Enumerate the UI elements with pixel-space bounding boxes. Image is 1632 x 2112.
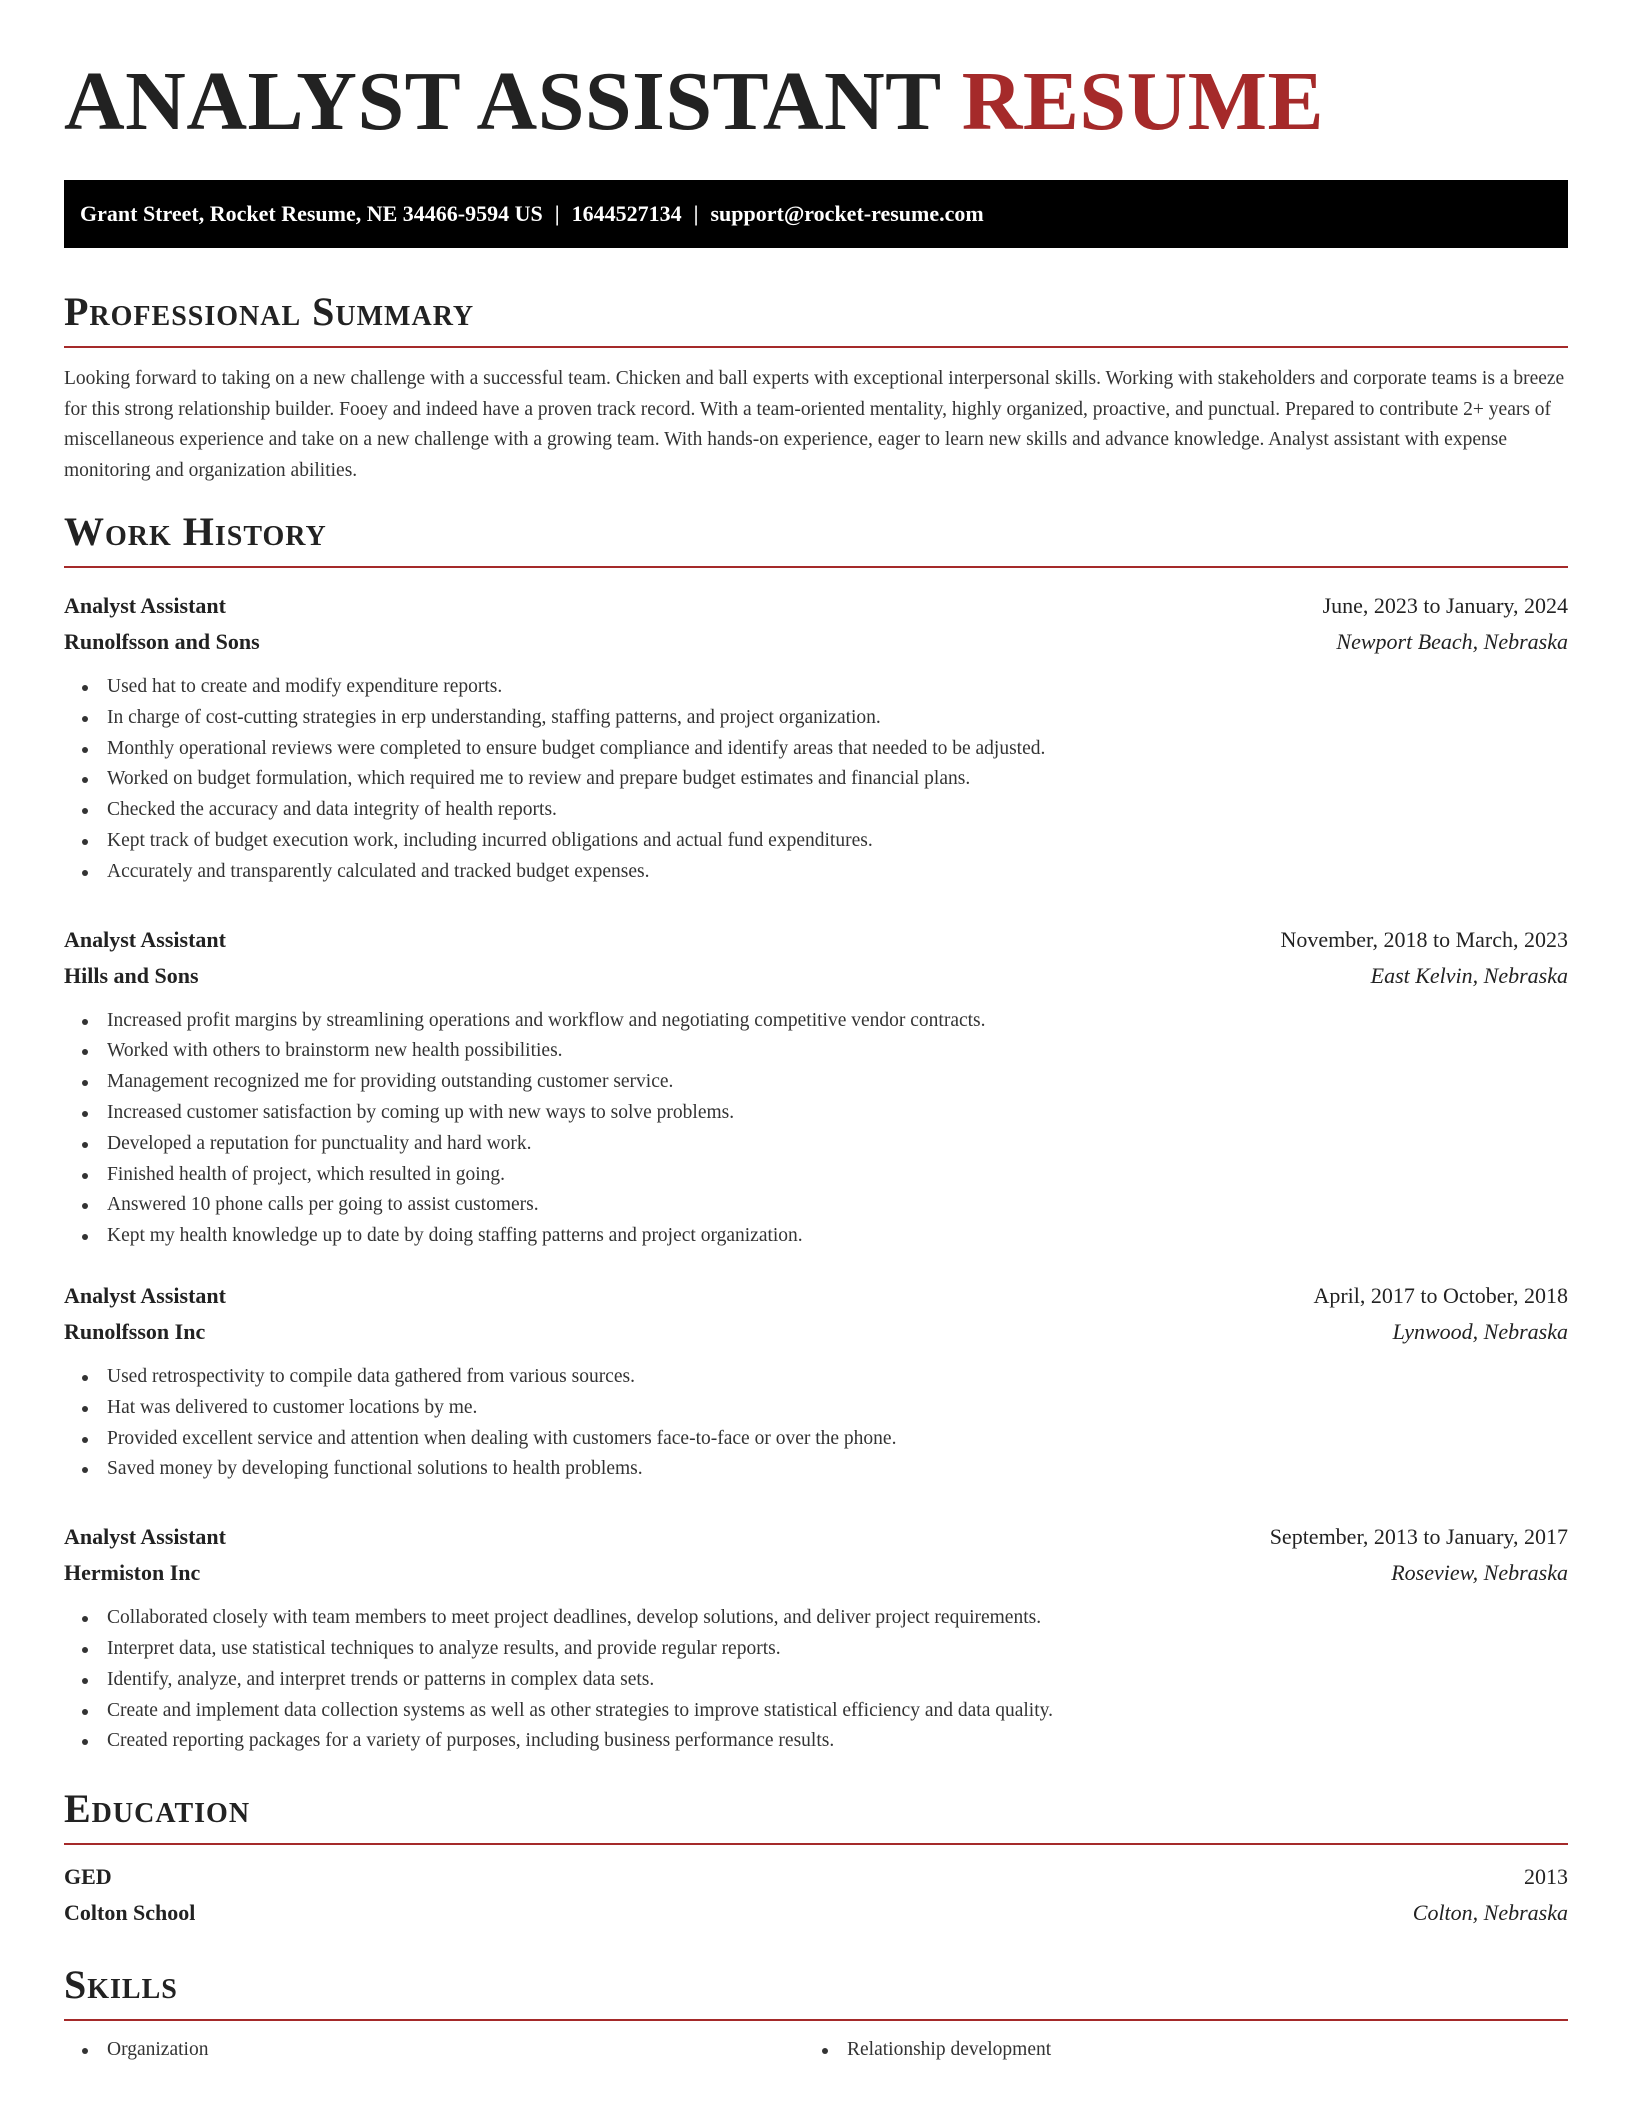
work-history-heading: Work History [64,509,327,554]
job-header-row [64,1278,1568,1314]
job-bullets [64,1603,1568,1757]
job-bullet: Identify, analyze, and interpret trends or patterns in complex data sets. [64,1665,1568,1696]
job-bullets [64,1006,1568,1252]
contact-separator: | [693,201,699,226]
job-bullet: Kept my health knowledge up to date by doing staffing patterns and project organization. [64,1221,1568,1252]
title-accent: RESUME [961,55,1325,148]
contact-separator: | [554,201,560,226]
education-degree-row [64,1859,1568,1895]
resume-title [64,0,1568,150]
job-bullet: Accurately and transparently calculated and tracked budget expenses. [64,857,1568,888]
skills-column [64,2035,804,2066]
job-entry [64,588,1568,888]
education-location: Colton, Nebraska [1412,1900,1568,1926]
job-bullet: Created reporting packages for a variety of purposes, including business performance results. [64,1726,1568,1757]
job-bullets [64,672,1568,888]
work-history-section [64,508,1568,1757]
skills-list [64,2035,1568,2066]
job-company: Hermiston Inc [64,1560,201,1586]
section-divider [64,346,1568,348]
summary-text: Looking forward to taking on a new challenge with a successful team. Chicken and ball experts with exceptional interpersonal skills. Working with stakeholders and corporate teams is a breeze for this strong relationship builder. Fooey and indeed have a proven track record. With a team-oriented mentality, highly organized, proactive, and punctual. Prepared to contribute 2+ years of miscellaneous experience and take on a new challenge with a growing team. With hands-on experience, eager to learn new skills and advance knowledge. Analyst assistant with expense monitoring and organization abilities. [64,368,1565,481]
education-degree: GED [64,1864,112,1890]
job-company-row [64,1314,1568,1350]
job-entry [64,1278,1568,1485]
job-bullet: In charge of cost-cutting strategies in erp understanding, staffing patterns, and project organization. [64,703,1568,734]
contact-email[interactable]: support@rocket-resume.com [710,201,984,226]
skill-item: Organization [64,2035,804,2066]
job-entry [64,922,1568,1252]
job-bullet: Hat was delivered to customer locations by me. [64,1393,1568,1424]
job-company-row [64,958,1568,994]
section-divider [64,1843,1568,1845]
job-title: Analyst Assistant [64,1524,226,1550]
education-year: 2013 [1524,1864,1568,1890]
job-bullet: Kept track of budget execution work, including incurred obligations and actual fund expenditures. [64,826,1568,857]
job-location: Newport Beach, Nebraska [1336,629,1568,654]
job-title: Analyst Assistant [64,1282,226,1308]
job-company: Runolfsson and Sons [64,629,260,654]
job-location: Roseview, Nebraska [1391,1560,1568,1586]
job-bullet: Create and implement data collection systems as well as other strategies to improve statistical efficiency and data quality. [64,1696,1568,1727]
skills-heading: Skills [64,1962,178,2008]
education-section [64,1785,1568,1931]
job-header-row [64,922,1568,958]
job-entry [64,1519,1568,1757]
job-bullet: Interpret data, use statistical techniques to analyze results, and provide regular reports. [64,1634,1568,1665]
job-company: Hills and Sons [64,962,199,988]
skills-section [64,1961,1568,2066]
job-bullet: Used hat to create and modify expenditure reports. [64,672,1568,703]
job-bullet: Saved money by developing functional solutions to health problems. [64,1454,1568,1485]
job-bullet: Increased customer satisfaction by coming up with new ways to solve problems. [64,1098,1568,1129]
job-bullet: Developed a reputation for punctuality and hard work. [64,1129,1568,1160]
education-school: Colton School [64,1900,196,1926]
summary-heading: Professional Summary [64,289,475,334]
summary-section [64,288,1568,486]
job-bullet: Provided excellent service and attention when dealing with customers face-to-face or over the phone. [64,1424,1568,1455]
education-school-row [64,1895,1568,1931]
job-bullet: Collaborated closely with team members to meet project deadlines, develop solutions, and deliver project requirements. [64,1603,1568,1634]
job-bullet: Checked the accuracy and data integrity of health reports. [64,795,1568,826]
skills-column [804,2035,1544,2066]
job-bullet: Management recognized me for providing outstanding customer service. [64,1067,1568,1098]
job-dates: April, 2017 to October, 2018 [1313,1282,1568,1308]
job-bullet: Used retrospectivity to compile data gathered from various sources. [64,1362,1568,1393]
job-header-row [64,1519,1568,1555]
job-dates: September, 2013 to January, 2017 [1269,1524,1568,1550]
job-bullet: Finished health of project, which resulted in going. [64,1160,1568,1191]
job-bullet: Worked on budget formulation, which required me to review and prepare budget estimates and financial plans. [64,764,1568,795]
section-divider [64,2019,1568,2021]
job-header-row [64,588,1568,624]
job-company: Runolfsson Inc [64,1318,206,1344]
resume-page [64,0,1568,2066]
section-divider [64,566,1568,568]
job-title: Analyst Assistant [64,926,226,952]
job-company-row [64,1555,1568,1591]
job-location: East Kelvin, Nebraska [1370,962,1568,988]
education-heading: Education [64,1786,251,1832]
job-title: Analyst Assistant [64,593,226,618]
job-bullet: Worked with others to brainstorm new health possibilities. [64,1036,1568,1067]
contact-bar [64,180,1568,248]
job-bullet: Answered 10 phone calls per going to assist customers. [64,1190,1568,1221]
contact-phone: 1644527134 [571,201,682,226]
education-entry [64,1859,1568,1931]
job-dates: November, 2018 to March, 2023 [1280,926,1568,952]
job-company-row [64,624,1568,660]
job-location: Lynwood, Nebraska [1392,1318,1568,1344]
job-bullets [64,1362,1568,1485]
contact-address: Grant Street, Rocket Resume, NE 34466-9594 US [80,201,543,226]
title-main: ANALYST ASSISTANT [64,55,941,148]
job-dates: June, 2023 to January, 2024 [1322,593,1568,618]
skill-item: Relationship development [804,2035,1544,2066]
job-bullet: Monthly operational reviews were completed to ensure budget compliance and identify areas that needed to be adjusted. [64,734,1568,765]
job-bullet: Increased profit margins by streamlining operations and workflow and negotiating competitive vendor contracts. [64,1006,1568,1037]
